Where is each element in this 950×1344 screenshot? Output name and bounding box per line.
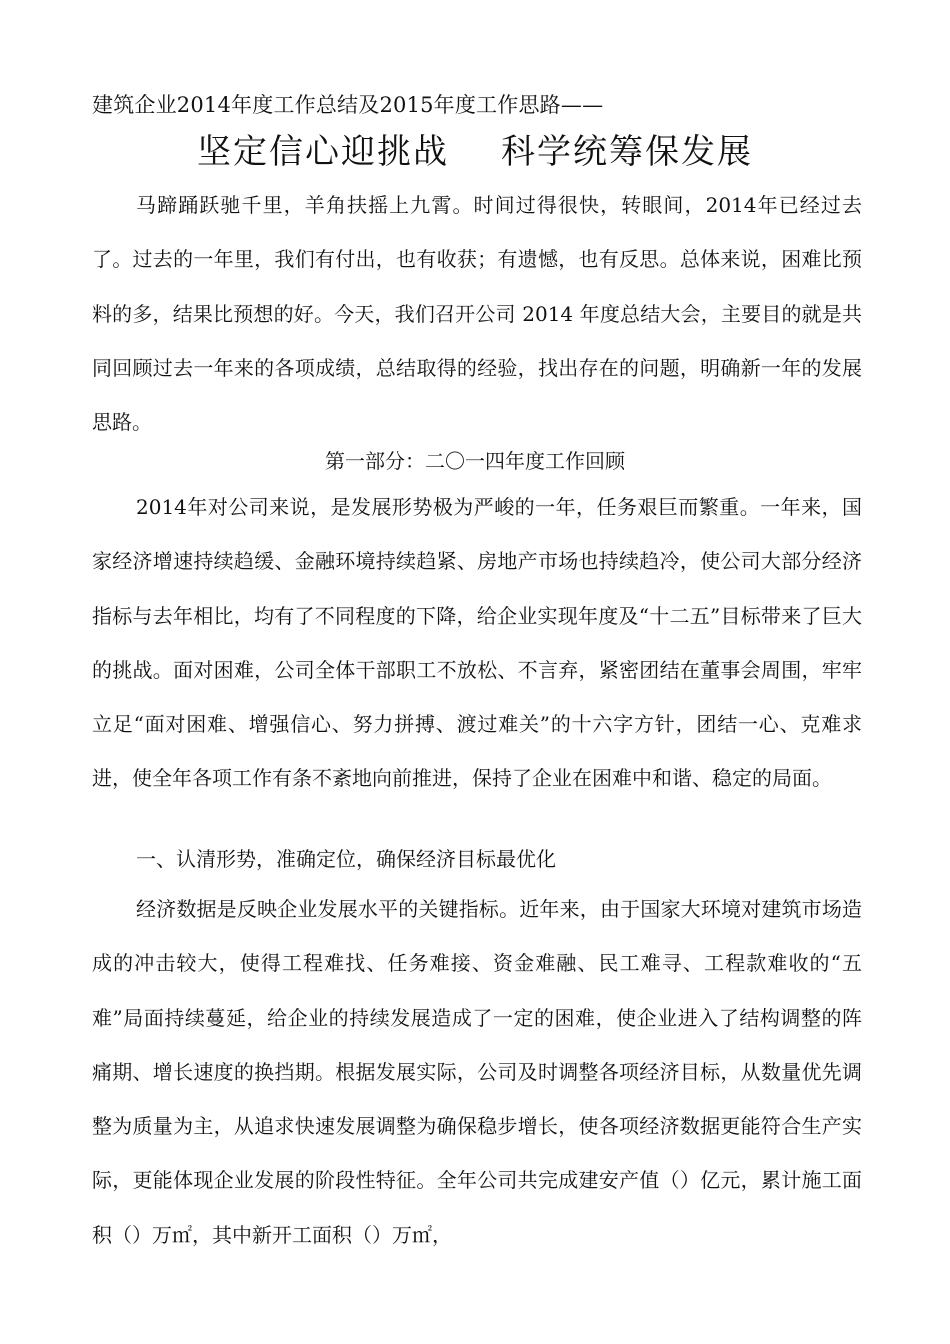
- subsection-paragraph: 经济数据是反映企业发展水平的关键指标。近年来，由于国家大环境对建筑市场造成的冲击较大，使得工程难找、任务难接、资金难融、民工难寻、工程款难收的“五难”局面持续蔓延，给企业的持续发展造成了一定的困难，使企业进入了结构调整的阵痛期、增长速度的换挡期。根据发展实际，公司及时调整各项经济目标，从数量优先调整为质量为主，从追求快速发展调整为确保稳步增长，使各项经济数据更能符合生产实际，更能体现企业发展的阶段性特征。全年公司共完成建安产值（）亿元，累计施工面积（）万㎡，其中新开工面积（）万㎡，: [92, 897, 862, 1247]
- document-title: [0, 126, 950, 178]
- section-paragraph: 2014年对公司来说，是发展形势极为严峻的一年，任务艰巨而繁重。一年来，国家经济增速持续趋缓、金融环境持续趋紧、房地产市场也持续趋冷，使公司大部分经济指标与去年相比，均有了不同程度的下降，给企业实现年度及“十二五”目标带来了巨大的挑战。面对困难，公司全体干部职工不放松、不言弃，紧密团结在董事会周围，牢牢立足“面对困难、增强信心、努力拼搏、渡过难关”的十六字方针，团结一心、克难求进，使全年各项工作有条不紊地向前推进，保持了企业在困难中和谐、稳定的局面。: [92, 495, 862, 791]
- section-heading: 第一部分：二〇一四年度工作回顾: [325, 449, 625, 473]
- document-subtitle: 建筑企业2014年度工作总结及2015年度工作思路——: [92, 93, 604, 117]
- intro-paragraph: 马蹄踊跃驰千里，羊角扶摇上九霄。时间过得很快，转眼间，2014年已经过去了。过去的一年里，我们有付出，也有收获；有遗憾，也有反思。总体来说，困难比预料的多，结果比预想的好。今天，我们召开公司 2014 年度总结大会，主要目的就是共同回顾过去一年来的各项成绩，总结取得的经验，找出存在的问题，明确新一年的发展思路。: [92, 193, 862, 435]
- title-part-2: 科学统筹保发展: [501, 132, 753, 172]
- title-part-1: 坚定信心迎挑战: [197, 132, 449, 172]
- subsection-heading: 一、认清形势，准确定位，确保经济目标最优化: [136, 847, 556, 871]
